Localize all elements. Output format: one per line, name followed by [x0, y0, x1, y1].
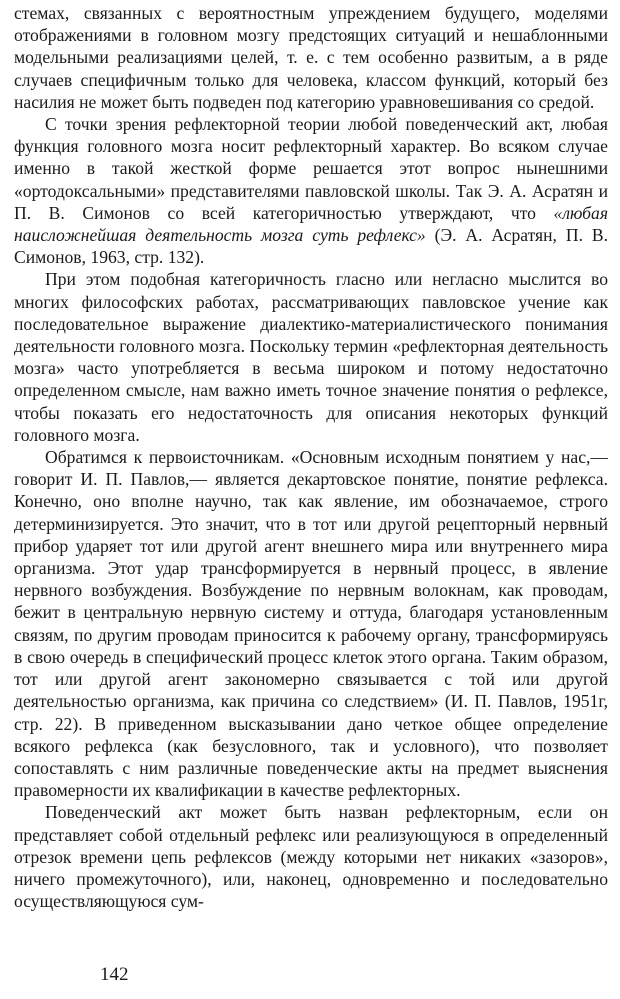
- page-body-text: [14, 2, 608, 912]
- text-run: (Э. А. Асратян, П. В. Симонов, 1963, стр. 132).: [14, 225, 609, 268]
- text-run: Обратимся к первоисточникам. «Основным исходным понятием у нас,— говорит И. П. Павлов,— является декартовское понятие, понятие рефлекса. Конечно, оно вполне научно, так как явление, им обозначаемое, строго детерминизируется. Это значит, что в тот или другой рецепторный нервный прибор ударяет тот или другой агент внешнего мира или внутреннего мира организма. Этот удар трансформируется в нервный процесс, в явление нервного возбуждения. Возбуждение по нервным волокнам, как проводам, бежит в центральную нервную систему и оттуда, благодаря установленным связям, по другим проводам приносится к рабочему органу, трансформируясь в свою очередь в специфический процесс клеток этого органа. Таким образом, тот или другой агент закономерно связывается с той или другой деятельностью организма, как причина со следствием» (И. П. Павлов, 1951г, стр. 22). В приведенном высказывании дано четкое общее определение всякого рефлекса (как безусловного, так и условного), что позволяет сопоставлять с ним различные поведенческие акты на предмет выяснения правомерности их квалификации в качестве рефлекторных.: [14, 447, 608, 801]
- paragraph: [14, 801, 608, 912]
- page-number: 142: [100, 964, 129, 985]
- paragraph: [14, 2, 608, 113]
- paragraph: [14, 268, 608, 446]
- text-run: При этом подобная категоричность гласно или негласно мыслится во многих философских работах, рассматривающих павловское учение как последовательное выражение диалектико-материалистического понимания деятельности головного мозга. Поскольку термин «рефлекторная деятельность мозга» часто употребляется в весьма широком и потому недостаточно определенном смысле, нам важно иметь точное значение понятия о рефлексе, чтобы показать его недостаточность для описания некоторых функций головного мозга.: [14, 269, 608, 445]
- text-run: С точки зрения рефлекторной теории любой поведенческий акт, любая функция головного мозга носит рефлекторный характер. Во всяком случае именно в такой жесткой форме решается этот вопрос нынешними «ортодоксальными» представителями павловской школы. Так Э. А. Асратян и П. В. Симонов со всей категоричностью утверждают, что: [14, 114, 608, 223]
- paragraph: [14, 446, 608, 801]
- paragraph: [14, 113, 608, 268]
- italic-quote: «любая наисложнейшая деятельность мозга суть рефлекс»: [14, 202, 608, 246]
- text-run: Поведенческий акт может быть назван рефлекторным, если он представляет собой отдельный рефлекс или реализующуюся в определенный отрезок времени цепь рефлексов (между которыми нет никаких «зазоров», ничего промежуточного), или, наконец, одновременно и последовательно осуществляющуюся сум-: [14, 802, 608, 912]
- text-run: стемах, связанных с вероятностным упреждением будущего, моделями отображениями в головном мозгу предстоящих ситуаций и нешаблонными модельными реализациями целей, т. е. с тем особенно развитым, а в ряде случаев специфичным только для человека, классом функций, который без насилия не может быть подведен под категорию уравновешивания со средой.: [14, 3, 608, 112]
